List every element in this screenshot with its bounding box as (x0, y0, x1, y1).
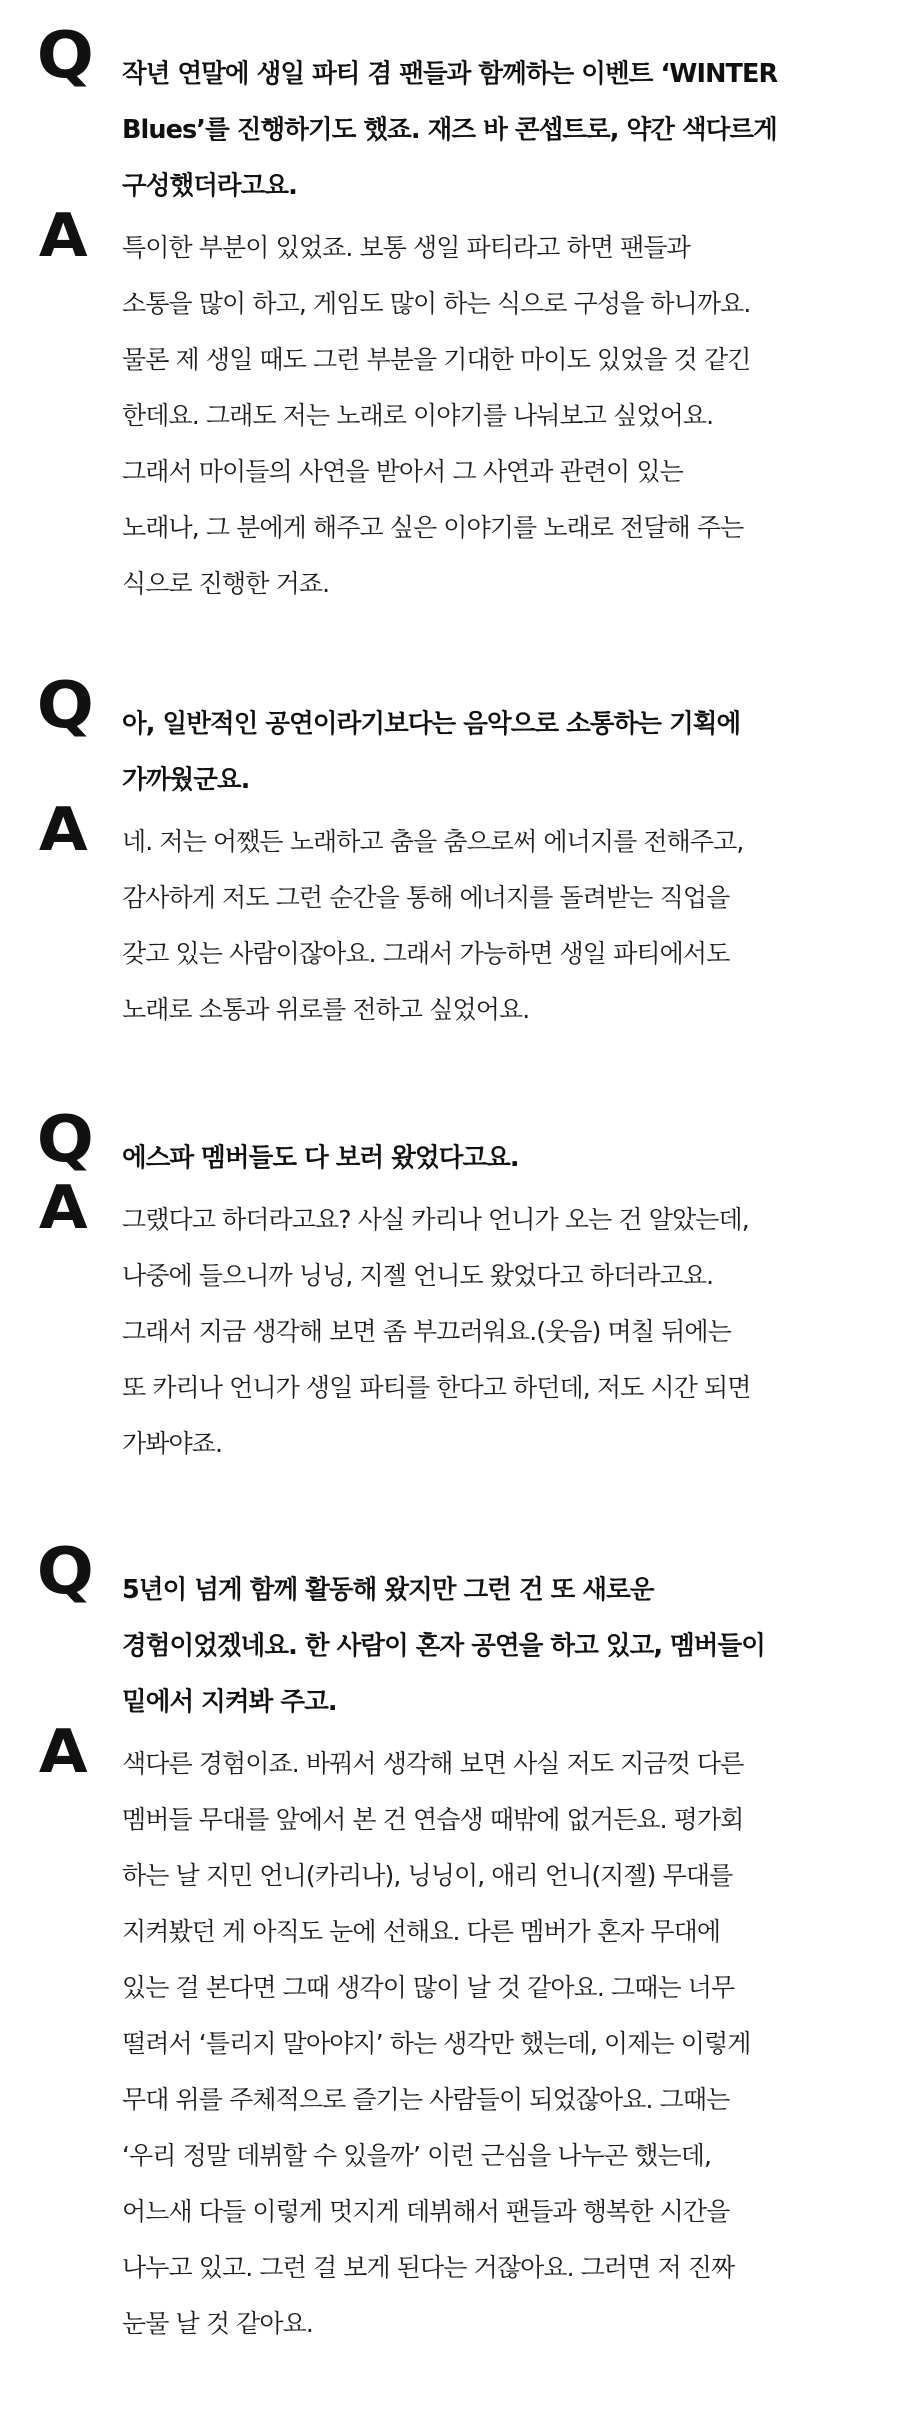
question-text: 아, 일반적인 공연이라기보다는 음악으로 소통하는 기획에 가까웠군요. (122, 709, 741, 795)
answer-4 (0, 1717, 918, 2352)
question-marker: Q (36, 669, 92, 743)
qa-block-3 (0, 1103, 918, 1472)
question-2 (0, 669, 918, 808)
question-4 (0, 1535, 918, 1730)
answer-3 (0, 1173, 918, 1472)
qa-block-2 (0, 669, 918, 1038)
answer-text: 색다른 경험이죠. 바꿔서 생각해 보면 사실 저도 지금껏 다른 멤버들 무대를 앞에서 본 건 연습생 때밖에 없거든요. 평가회 하는 날 지민 언니(카리나), 닝닝이, 애리 언니(지젤) 무대를 지켜봤던 게 아직도 눈에 선해요. 다른 멤버가 혼자 무대에 있는 걸 본다면 그때 생각이 많이 날 것 같아요. 그때는 너무 떨려서 ‘틀리지 말아야지’ 하는 생각만 했는데, 이제는 이렇게 무대 위를 주체적으로 즐기는 사람들이 되었잖아요. 그때는 ‘우리 정말 데뷔할 수 있을까’ 이런 근심을 나누곤 했는데, 어느새 다들 이렇게 멋지게 데뷔해서 팬들과 행복한 시간을 나누고 있고. 그런 걸 보게 된다는 거잖아요. 그러면 저 진짜 눈물 날 것 같아요. (122, 1749, 751, 2338)
answer-marker: A (38, 1717, 88, 1787)
qa-block-4 (0, 1535, 918, 2352)
answer-2 (0, 795, 918, 1038)
question-text: 5년이 넘게 함께 활동해 왔지만 그런 건 또 새로운 경험이었겠네요. 한 사람이 혼자 공연을 하고 있고, 멤버들이 밑에서 지켜봐 주고. (122, 1575, 766, 1717)
question-marker: Q (36, 1535, 92, 1609)
answer-marker: A (38, 1173, 88, 1243)
question-text: 에스파 멤버들도 다 보러 왔었다고요. (122, 1143, 519, 1173)
question-1 (0, 19, 918, 214)
question-marker: Q (36, 19, 92, 93)
answer-text: 특이한 부분이 있었죠. 보통 생일 파티라고 하면 팬들과 소통을 많이 하고, 게임도 많이 하는 식으로 구성을 하니까요. 물론 제 생일 때도 그런 부분을 기대한 마이도 있었을 것 같긴 한데요. 그래도 저는 노래로 이야기를 나눠보고 싶었어요. 그래서 마이들의 사연을 받아서 그 사연과 관련이 있는 노래나, 그 분에게 해주고 싶은 이야기를 노래로 전달해 주는 식으로 진행한 거죠. (122, 233, 751, 598)
question-text: 작년 연말에 생일 파티 겸 팬들과 함께하는 이벤트 ‘WINTER Blues’를 진행하기도 했죠. 재즈 바 콘셉트로, 약간 색다르게 구성했더라고요. (122, 59, 778, 201)
qa-block-1 (0, 19, 918, 612)
question-marker: Q (36, 1103, 92, 1177)
answer-text: 그랬다고 하더라고요? 사실 카리나 언니가 오는 건 알았는데, 나중에 들으니까 닝닝, 지젤 언니도 왔었다고 하더라고요. 그래서 지금 생각해 보면 좀 부끄러워요.(웃음) 며칠 뒤에는 또 카리나 언니가 생일 파티를 한다고 하던데, 저도 시간 되면 가봐야죠. (122, 1205, 751, 1458)
answer-text: 네. 저는 어쨌든 노래하고 춤을 춤으로써 에너지를 전해주고, 감사하게 저도 그런 순간을 통해 에너지를 돌려받는 직업을 갖고 있는 사람이잖아요. 그래서 가능하면 생일 파티에서도 노래로 소통과 위로를 전하고 싶었어요. (122, 827, 744, 1024)
answer-marker: A (38, 795, 88, 865)
question-3 (0, 1103, 918, 1186)
answer-marker: A (38, 201, 88, 271)
answer-1 (0, 201, 918, 612)
